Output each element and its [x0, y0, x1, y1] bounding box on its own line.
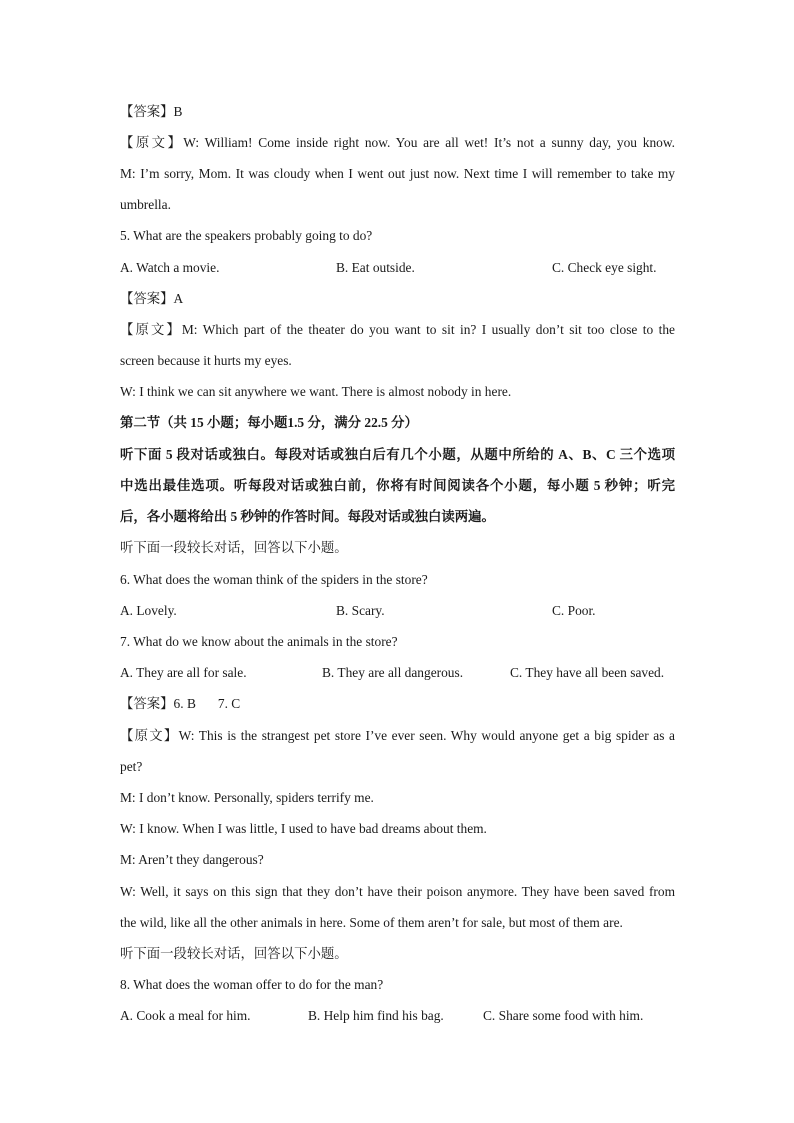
transcript-line: the wild, like all the other animals in here. Some of them aren’t for sale, but most of them are.: [120, 915, 623, 930]
answer-label: 【答案】A: [120, 291, 184, 306]
transcript-line: 【原文】W: This is the strangest pet store I’ve ever seen. Why would anyone get a big spider as a: [120, 728, 675, 743]
option-a: A. Lovely.: [120, 603, 177, 618]
answer-label: [120, 694, 675, 714]
option-c: C. They have all been saved.: [510, 665, 665, 680]
transcript-line: umbrella.: [120, 197, 171, 212]
dialogue-intro: 听下面一段较长对话，回答以下小题。: [120, 540, 348, 555]
question-8: 8. What does the woman offer to do for the man?: [120, 977, 384, 992]
section-heading: 第二节（共 15 小题；每小题1.5 分，满分 22.5 分）: [120, 415, 418, 430]
option-c: C. Check eye sight.: [552, 260, 657, 275]
option-b: B. Scary.: [336, 603, 385, 618]
transcript-line: M: I’m sorry, Mom. It was cloudy when I went out just now. Next time I will remember to take my: [120, 166, 675, 181]
transcript-line: screen because it hurts my eyes.: [120, 353, 292, 368]
transcript-line: M: Aren’t they dangerous?: [120, 852, 264, 867]
option-a: A. Watch a movie.: [120, 260, 220, 275]
option-b: B. They are all dangerous.: [322, 665, 464, 680]
transcript-line: M: I don’t know. Personally, spiders terrify me.: [120, 790, 374, 805]
question-5: 5. What are the speakers probably going to do?: [120, 228, 373, 243]
transcript-line: 【原文】W: William! Come inside right now. You are all wet! It’s not a sunny day, you know.: [120, 135, 675, 150]
option-b: B. Eat outside.: [336, 260, 415, 275]
instructions-line: 听下面 5 段对话或独白。每段对话或独白后有几个小题，从题中所给的 A、B、C 三个选项: [120, 447, 675, 462]
option-c: C. Poor.: [552, 603, 596, 618]
answer-6: 【答案】6. B: [120, 696, 196, 711]
instructions-line: 后，各小题将给出 5 秒钟的作答时间。每段对话或独白读两遍。: [120, 509, 495, 524]
transcript-line: W: I know. When I was little, I used to have bad dreams about them.: [120, 821, 487, 836]
answer-7: 7. C: [217, 696, 241, 711]
option-a: A. They are all for sale.: [120, 665, 247, 680]
option-b: B. Help him find his bag.: [308, 1008, 444, 1023]
question-6: 6. What does the woman think of the spiders in the store?: [120, 572, 428, 587]
instructions-line: 中选出最佳选项。听每段对话或独白前，你将有时间阅读各个小题，每小题 5 秒钟；听完: [120, 478, 675, 493]
transcript-line: W: I think we can sit anywhere we want. There is almost nobody in here.: [120, 384, 512, 399]
transcript-line: W: Well, it says on this sign that they don’t have their poison anymore. They have been saved from: [120, 884, 675, 899]
question-7: 7. What do we know about the animals in the store?: [120, 634, 398, 649]
transcript-line: 【原文】M: Which part of the theater do you want to sit in? I usually don’t sit too close to the: [120, 322, 675, 337]
option-a: A. Cook a meal for him.: [120, 1008, 251, 1023]
dialogue-intro: 听下面一段较长对话，回答以下小题。: [120, 946, 348, 961]
transcript-line: pet?: [120, 759, 143, 774]
option-c: C. Share some food with him.: [483, 1008, 644, 1023]
answer-label: 【答案】B: [120, 104, 183, 119]
